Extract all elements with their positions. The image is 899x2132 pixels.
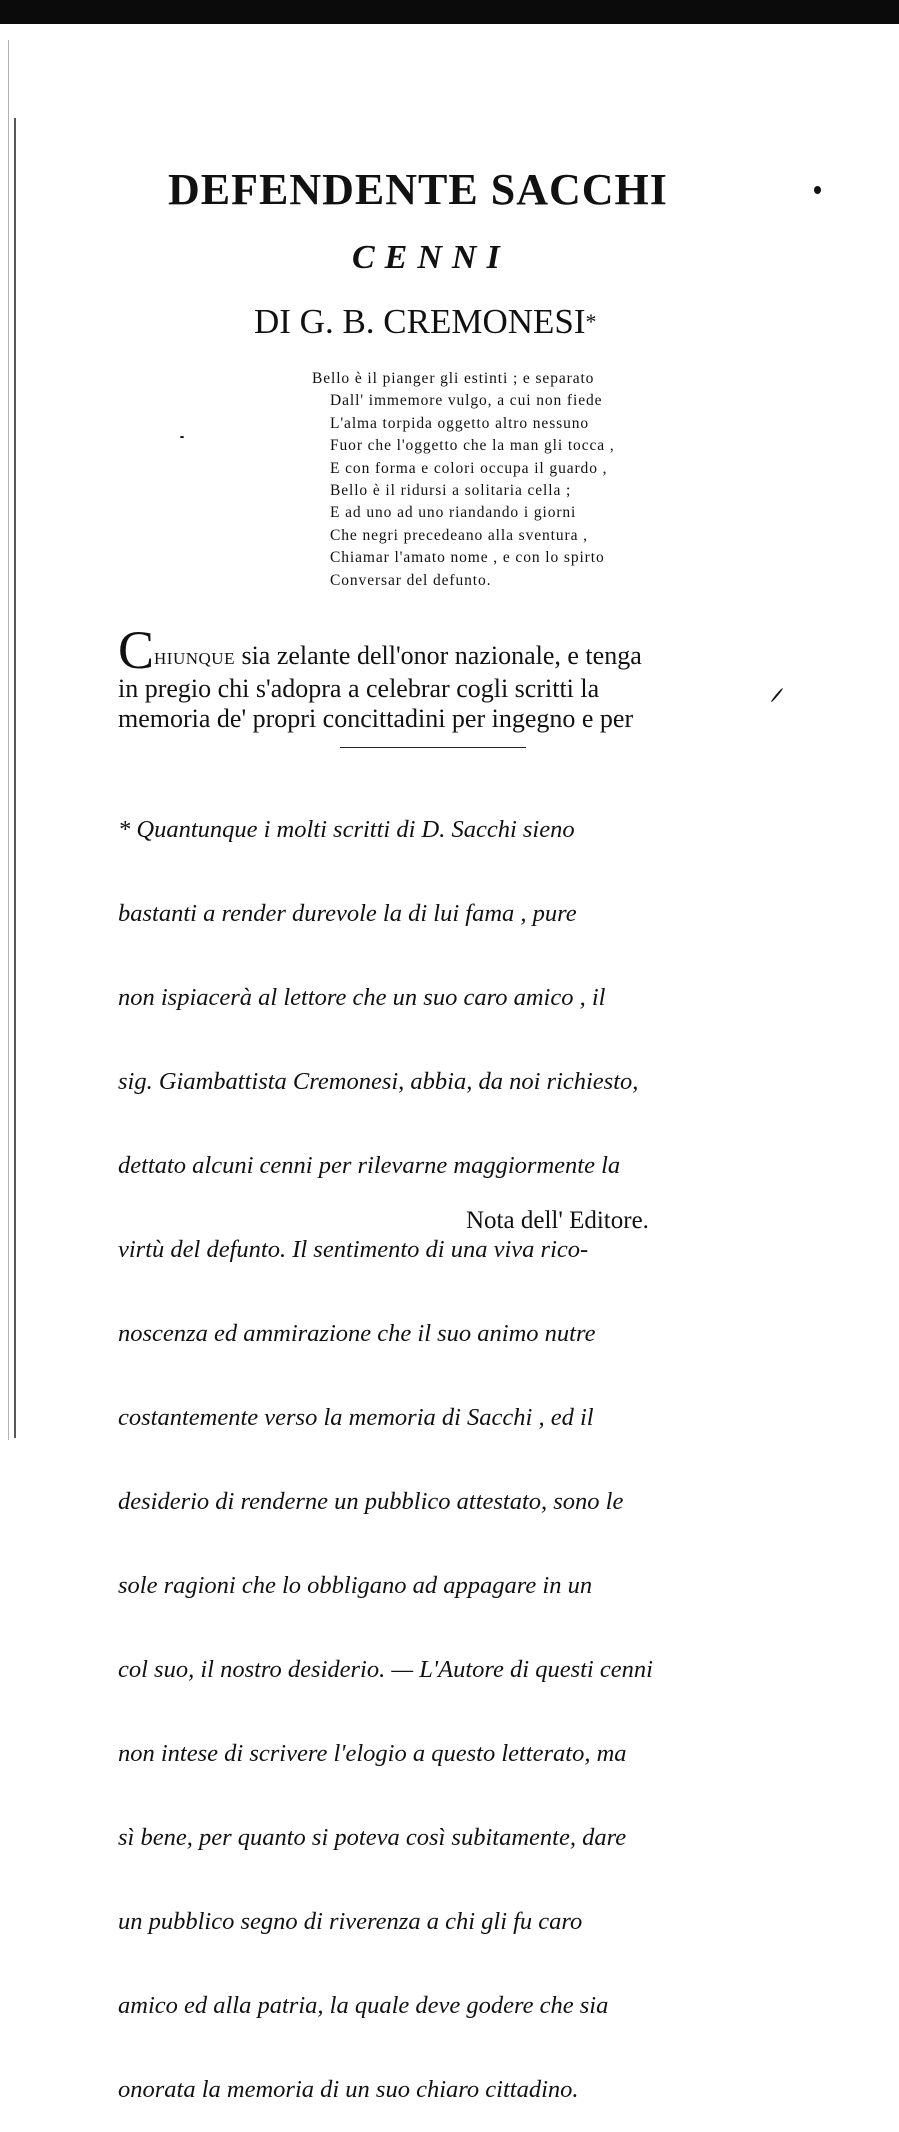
poem-line: Fuor che l'oggetto che la man gli tocca ,	[330, 437, 615, 455]
footnote-line: virtù del defunto. Il sentimento di una viva rico-	[118, 1236, 589, 1263]
footnote-line: bastanti a render durevole la di lui fama , pure	[118, 900, 577, 927]
footnote-line: sig. Giambattista Cremonesi, abbia, da noi richiesto,	[118, 1068, 639, 1095]
poem-line: E con forma e colori occupa il guardo ,	[330, 459, 608, 477]
footnote	[118, 760, 758, 2132]
footnote-line: non ispiacerà al lettore che un suo caro amico , il	[118, 984, 606, 1011]
ink-speck	[180, 436, 184, 438]
poem-line: E ad uno ad uno riandando i giorni	[330, 504, 577, 522]
footnote-separator	[340, 747, 526, 748]
author-line	[254, 304, 597, 340]
ink-speck	[770, 687, 783, 702]
body-text-run: sia zelante dell'onor nazionale, e tenga	[234, 641, 642, 670]
poem-line: Bello è il ridursi a solitaria cella ;	[330, 482, 572, 500]
poem-line: Che negri precedeano alla sventura ,	[330, 526, 588, 544]
poem-line: L'alma torpida oggetto altro nessuno	[330, 414, 590, 432]
ink-speck	[814, 186, 821, 194]
page-title: DEFENDENTE SACCHI	[168, 165, 668, 214]
poem-line: Conversar del defunto.	[330, 571, 492, 589]
poem-line: Dall' immemore vulgo, a cui non fiede	[330, 392, 603, 410]
footnote-line: sì bene, per quanto si poteva così subitamente, dare	[118, 1824, 627, 1851]
footnote-line: amico ed alla patria, la quale deve godere che sia	[118, 1992, 609, 2019]
small-caps-word: HIUNQUE	[154, 649, 235, 668]
scan-top-border	[0, 0, 899, 24]
page-subtitle: CENNI	[352, 239, 510, 276]
footnote-line: un pubblico segno di riverenza a chi gli fu caro	[118, 1908, 583, 1935]
footnote-line: dettato alcuni cenni per rilevarne maggiormente la	[118, 1152, 621, 1179]
body-line: in pregio chi s'adopra a celebrar cogli scritti la	[118, 674, 600, 703]
editor-signature: Nota dell' Editore.	[466, 1207, 649, 1234]
footnote-line: non intese di scrivere l'elogio a questo letterato, ma	[118, 1740, 627, 1767]
poem-line: Bello è il pianger gli estinti ; e separato	[312, 370, 595, 387]
poem-line: Chiamar l'amato nome , e con lo spirto	[330, 549, 605, 567]
footnote-line: noscenza ed ammirazione che il suo animo nutre	[118, 1320, 596, 1347]
body-line: memoria de' propri concittadini per ingegno e per	[118, 704, 634, 733]
scan-page-edge	[14, 118, 16, 1438]
footnote-line: costantemente verso la memoria di Sacchi , ed il	[118, 1404, 594, 1431]
drop-cap: C	[118, 620, 155, 680]
scan-binding-edge	[8, 40, 9, 1440]
footnote-line: onorata la memoria di un suo chiaro cittadino.	[118, 2076, 579, 2103]
author-name: DI G. B. CREMONESI	[254, 302, 586, 341]
footnote-line: * Quantunque i molti scritti di D. Sacchi sieno	[118, 816, 575, 843]
epigraph-poem	[312, 368, 732, 592]
body-line	[118, 620, 758, 680]
footnote-marker: *	[585, 309, 597, 334]
body-paragraph	[118, 620, 758, 734]
footnote-line: desiderio di renderne un pubblico attestato, sono le	[118, 1488, 624, 1515]
footnote-line: col suo, il nostro desiderio. — L'Autore di questi cenni	[118, 1656, 653, 1683]
footnote-line: sole ragioni che lo obbligano ad appagare in un	[118, 1572, 593, 1599]
